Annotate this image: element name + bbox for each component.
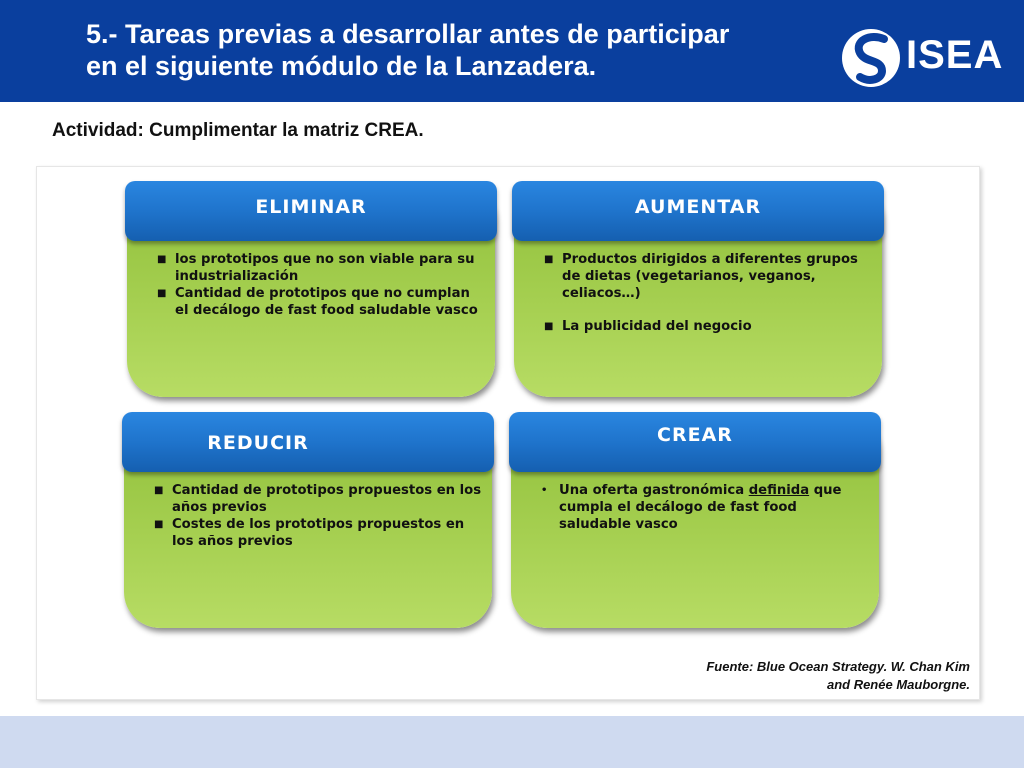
- list-item-text: Cantidad de prototipos propuestos en los años previos: [172, 483, 482, 515]
- card-crear-title: CREAR: [657, 424, 733, 446]
- square-bullet-icon: ■: [154, 485, 164, 496]
- list-item-text-start: Una oferta gastronómica: [559, 483, 749, 498]
- list-item-text: Productos dirigidos a diferentes grupos de dietas (vegetarianos, veganos, celiacos…): [562, 252, 858, 301]
- card-aumentar-body: [542, 251, 872, 335]
- dot-bullet-icon: •: [541, 485, 548, 496]
- isea-logo-text: ISEA: [906, 33, 1004, 77]
- card-reducir-header: [122, 412, 494, 472]
- list-item: [539, 482, 869, 533]
- card-eliminar: [127, 183, 495, 397]
- card-crear: [511, 414, 879, 628]
- square-bullet-icon: ■: [154, 519, 164, 530]
- list-item-text: los prototipos que no son viable para su industrialización: [175, 252, 475, 284]
- isea-logo-mark-icon: [840, 27, 902, 89]
- isea-logo: [840, 27, 1004, 87]
- card-reducir-body: [152, 482, 482, 550]
- card-crear-header: [509, 412, 881, 472]
- list-item: [152, 516, 482, 550]
- slide-title: [86, 18, 806, 82]
- card-reducir: [124, 414, 492, 628]
- header-bar: [0, 0, 1024, 102]
- list-item-text-end: que cumpla el decálogo de fast food saludable vasco: [559, 483, 842, 532]
- list-item-text: Costes de los prototipos propuestos en los años previos: [172, 517, 465, 549]
- list-item: [542, 251, 872, 302]
- card-eliminar-body: [155, 251, 485, 319]
- list-item: [155, 285, 485, 319]
- source-citation-line-2: and Renée Mauborgne.: [826, 677, 970, 692]
- square-bullet-icon: ■: [544, 321, 554, 332]
- card-aumentar: [514, 183, 882, 397]
- slide-title-line-2: en el siguiente módulo de la Lanzadera.: [86, 51, 597, 81]
- card-crear-body: [539, 482, 869, 533]
- card-aumentar-title: AUMENTAR: [634, 196, 762, 218]
- list-item-text-underlined: definida: [748, 483, 810, 498]
- source-citation-line-1: Fuente: Blue Ocean Strategy. W. Chan Kim: [706, 659, 970, 674]
- square-bullet-icon: ■: [544, 254, 554, 265]
- card-eliminar-header: [125, 181, 497, 241]
- list-item: [152, 482, 482, 516]
- card-aumentar-header: [512, 181, 884, 241]
- list-item-text: La publicidad del negocio: [562, 319, 752, 334]
- card-reducir-title: REDUCIR: [207, 432, 309, 454]
- card-eliminar-title: ELIMINAR: [255, 196, 367, 218]
- source-citation: [706, 658, 970, 694]
- square-bullet-icon: ■: [157, 288, 167, 299]
- list-item-text: Cantidad de prototipos que no cumplan el decálogo de fast food saludable vasco: [175, 286, 478, 318]
- slide-title-line-1: 5.- Tareas previas a desarrollar antes de participar: [86, 19, 730, 49]
- footer-band: [0, 716, 1024, 768]
- list-item: [155, 251, 485, 285]
- activity-heading: Actividad: Cumplimentar la matriz CREA.: [52, 120, 424, 141]
- list-item: [542, 318, 872, 335]
- square-bullet-icon: ■: [157, 254, 167, 265]
